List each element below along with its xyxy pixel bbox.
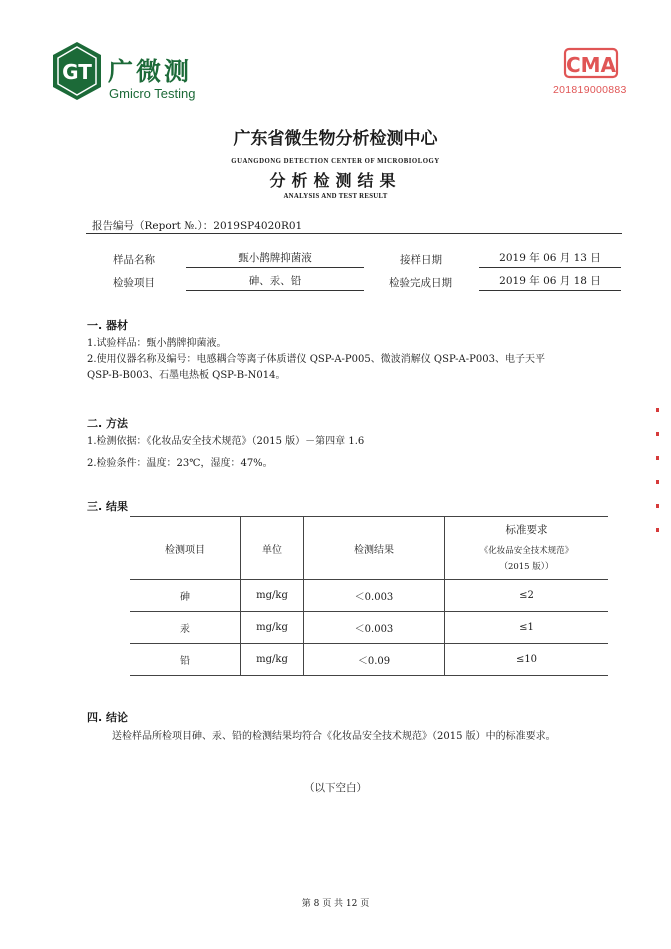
row-result: ＜0.09 [304, 644, 445, 676]
result-title-cn: 分析检测结果 [269, 171, 402, 190]
row-unit: mg/kg [241, 644, 304, 676]
conclusion-text: 送检样品所检项目砷、汞、铅的检测结果均符合《化妆品安全技术规范》（2015 版）中的标准要求。 [112, 731, 556, 742]
row-item: 汞 [130, 612, 241, 644]
section-method-heading: 二. 方法 [87, 417, 129, 430]
table-row [130, 612, 608, 644]
result-title-en: ANALYSIS AND TEST RESULT [283, 193, 388, 200]
section-equipment-heading: 一. 器材 [87, 319, 129, 332]
receive-date-value: 2019 年 06 月 13 日 [479, 250, 621, 268]
complete-date-value: 2019 年 06 月 18 日 [479, 273, 621, 291]
center-title-cn: 广东省微生物分析检测中心 [233, 129, 438, 149]
col-unit-header: 单位 [241, 517, 304, 580]
row-unit: mg/kg [241, 580, 304, 612]
page-footer: 第 8 页 共 12 页 [301, 899, 370, 909]
section-conclusion-heading: 四. 结论 [87, 711, 129, 724]
test-items-label: 检验项目 [113, 277, 155, 289]
brand-name-cn: 广微测 [108, 57, 193, 86]
equipment-line-1: 1.试验样品：甄小鹊牌抑菌液。 [87, 338, 227, 349]
standard-title: 标准要求 [505, 523, 548, 536]
method-line-2: 2.检验条件：温度：23℃，湿度：47%。 [87, 458, 273, 469]
table-row [130, 644, 608, 676]
receive-date-label: 接样日期 [400, 254, 442, 266]
edge-seal-marks [656, 408, 664, 552]
cma-number: 201819000883 [553, 84, 627, 96]
standard-source: 《化妆品安全技术规范》 [479, 545, 574, 556]
row-unit: mg/kg [241, 612, 304, 644]
col-result-header: 检测结果 [304, 517, 445, 580]
header-divider [86, 233, 622, 234]
results-table [130, 516, 608, 676]
equipment-line-2: 2.使用仪器名称及编号：电感耦合等离子体质谱仪 QSP-A-P005、微波消解仪 QSP-A-P003、电子天平 [87, 354, 545, 365]
test-items-value: 砷、汞、铅 [186, 273, 364, 291]
row-item: 铅 [130, 644, 241, 676]
brand-name-en: Gmicro Testing [109, 86, 196, 101]
standard-version: （2015 版）） [499, 561, 554, 572]
section-results-heading: 三. 结果 [87, 500, 129, 513]
row-result: ＜0.003 [304, 612, 445, 644]
blank-note: （以下空白） [304, 782, 367, 794]
sample-name-value: 甄小鹊牌抑菌液 [186, 250, 364, 268]
row-standard: ≤10 [445, 644, 609, 676]
logo-letters: GT [62, 60, 92, 84]
col-item-header: 检测项目 [130, 517, 241, 580]
equipment-line-3: QSP-B-B003、石墨电热板 QSP-B-N014。 [87, 370, 286, 381]
cma-mark-text: CMA [565, 53, 617, 77]
col-standard-header [445, 517, 609, 580]
center-title-en: GUANGDONG DETECTION CENTER OF MICROBIOLOGY [231, 158, 440, 165]
row-result: ＜0.003 [304, 580, 445, 612]
method-line-1: 1.检测依据：《化妆品安全技术规范》（2015 版）－第四章 1.6 [87, 436, 365, 447]
table-row [130, 580, 608, 612]
row-item: 砷 [130, 580, 241, 612]
row-standard: ≤1 [445, 612, 609, 644]
gmicro-logo-icon [52, 41, 102, 101]
complete-date-label: 检验完成日期 [389, 277, 452, 289]
sample-name-label: 样品名称 [113, 254, 155, 266]
cma-mark-icon [563, 46, 619, 80]
results-header-row [130, 517, 608, 580]
report-number: 报告编号（Report №.）：2019SP4020R01 [92, 220, 303, 232]
row-standard: ≤2 [445, 580, 609, 612]
